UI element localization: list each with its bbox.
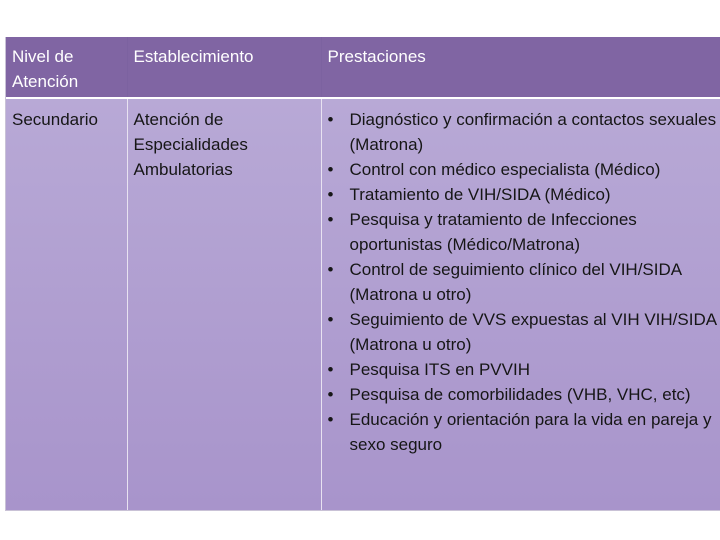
bullet-icon: •	[327, 110, 334, 129]
bullet-icon: •	[327, 310, 334, 329]
cell-establecimiento: Atención de Especialidades Ambulatorias	[127, 98, 321, 510]
bullet-icon: •	[327, 410, 334, 429]
cell-prestaciones	[321, 98, 720, 510]
prestaciones-list	[326, 107, 720, 457]
list-item	[326, 307, 720, 357]
header-prestaciones: Prestaciones	[321, 37, 720, 98]
list-item-text: Diagnóstico y confirmación a contactos sexuales (Matrona)	[349, 110, 717, 154]
bullet-icon: •	[327, 160, 334, 179]
list-item	[326, 382, 720, 407]
list-item	[326, 257, 720, 307]
services-table-container	[5, 37, 720, 511]
header-nivel-atencion: Nivel de Atención	[6, 37, 127, 98]
list-item-text: Control de seguimiento clínico del VIH/SIDA (Matrona u otro)	[349, 260, 682, 304]
header-establecimiento: Establecimiento	[127, 37, 321, 98]
cell-nivel: Secundario	[6, 98, 127, 510]
list-item-text: Pesquisa ITS en PVVIH	[349, 360, 530, 379]
list-item-text: Pesquisa de comorbilidades (VHB, VHC, etc)	[349, 385, 691, 404]
list-item	[326, 407, 720, 457]
list-item-text: Control con médico especialista (Médico)	[349, 160, 661, 179]
table-row	[6, 98, 720, 510]
list-item	[326, 357, 720, 382]
list-item-text: Educación y orientación para la vida en pareja y sexo seguro	[349, 410, 712, 454]
list-item-text: Pesquisa y tratamiento de Infecciones oportunistas (Médico/Matrona)	[349, 210, 637, 254]
header-row	[6, 37, 720, 98]
bullet-icon: •	[327, 185, 334, 204]
list-item-text: Seguimiento de VVS expuestas al VIH VIH/SIDA (Matrona u otro)	[349, 310, 717, 354]
bullet-icon: •	[327, 385, 334, 404]
list-item	[326, 207, 720, 257]
bullet-icon: •	[327, 210, 334, 229]
bullet-icon: •	[327, 360, 334, 379]
list-item-text: Tratamiento de VIH/SIDA (Médico)	[349, 185, 611, 204]
list-item	[326, 182, 720, 207]
bullet-icon: •	[327, 260, 334, 279]
list-item	[326, 157, 720, 182]
list-item	[326, 107, 720, 157]
services-table	[6, 37, 720, 510]
